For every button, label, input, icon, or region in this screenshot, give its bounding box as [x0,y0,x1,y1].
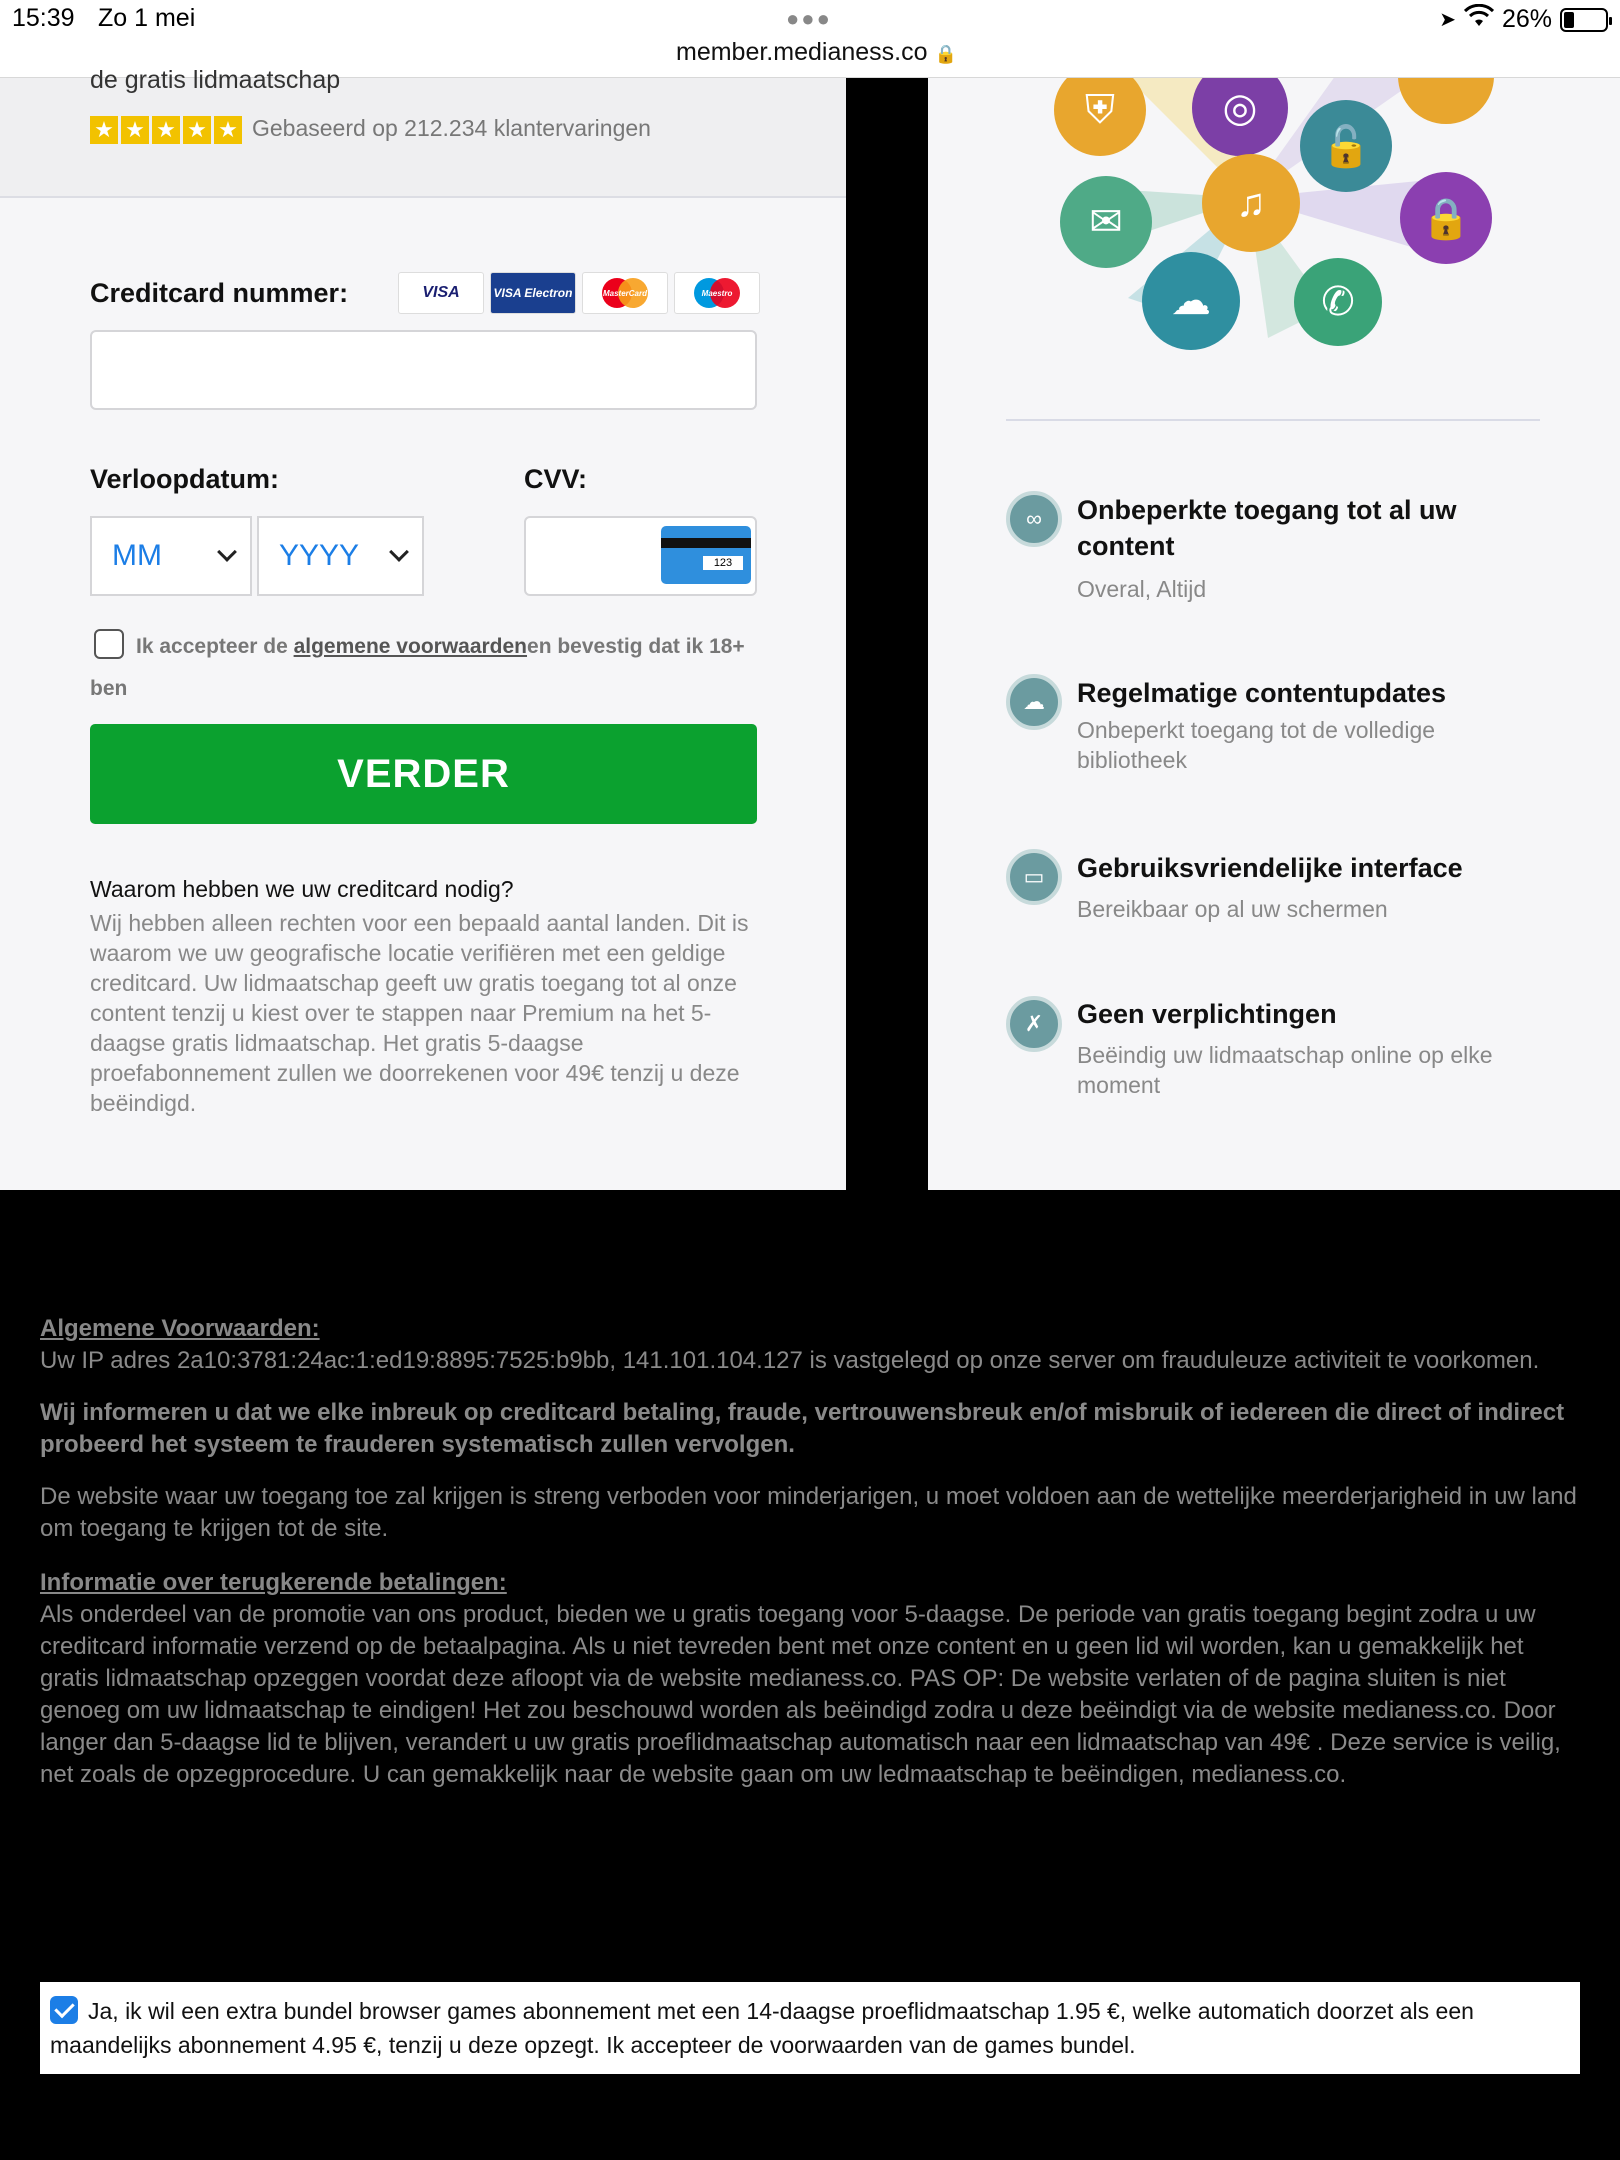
feature-item [1077,675,1547,775]
cloud-bubble-icon: ☁ [1142,252,1240,350]
star-icon: ★ [183,116,211,144]
battery-percent: 26% [1501,5,1552,33]
continue-button[interactable]: VERDER [90,724,757,824]
star-icon: ★ [121,116,149,144]
mail-bubble-icon: ✉ [1060,176,1152,268]
why-answer: Wij hebben alleen rechten voor een bepaald aantal landen. Dit is waarom we uw geografische locatie verifiëren met een geldige creditcard. Uw lidmaatschap geeft uw gratis toegang tot al onze content tenzij u kiest over te stappen naar Premium na het 5-daagse gratis lidmaatschap. Het gratis 5-daagse proefabonnement zullen we doorrekenen voor 49€ tenzij u deze beëindigd. [90,910,749,1116]
location-icon: ➤ [1439,9,1456,31]
star-icon: ★ [152,116,180,144]
expiry-month-select[interactable] [90,516,252,596]
shield-bubble-icon: ⛨ [1054,78,1146,156]
feature-item [1077,996,1547,1100]
feature-desc: Overal, Altijd [1077,576,1207,602]
visa-logo: VISA [398,272,484,314]
cc-number-input[interactable] [90,330,757,410]
divider [1006,419,1540,421]
offer-header [0,66,846,198]
terms-heading: Algemene Voorwaarden: [40,1315,320,1342]
address-bar[interactable] [676,38,957,67]
terms-fraud-paragraph: Wij informeren u dat we elke inbreuk op creditcard betaling, fraude, vertrouwensbreuk en/of misbruik of iedereen die direct of indirect probeerd het systeem te frauderen systematisch zullen vervolgen. [40,1399,1565,1458]
wifi-icon [1464,4,1494,35]
expiry-year-select[interactable] [257,516,424,596]
status-date: Zo 1 mei [98,4,196,32]
cvv-input[interactable] [524,516,757,596]
star-icon: ★ [90,116,118,144]
recurring-paragraph: Als onderdeel van de promotie van ons product, bieden we u gratis toegang voor 5-daagse. De periode van gratis toegang begint zodra u uw creditcard informatie verzend op de betaalpagina. Als u niet tevreden bent met onze content en u geen lid wil worden, kan u gemakkelijk het gratis lidmaatschap opzeggen voordat deze afloopt via de website medianess.co. PAS OP: De website verlaten of de pagina sluiten is niet genoeg om uw lidmaatschap te eindigen! Het zou beschouwd worden als beëindigd zodra u deze beëindigt via de website medianess.co. Door langer dan 5-daagse lid te blijven, verandert u uw gratis proeflidmaatschap automatisch naar een lidmaatschap van 49€ . Deze service is veilig, net zoals de opzegprocedure. U can gemakkelijk naar de website gaan om uw ledmaatschap te beëindigen, medianess.co. [40,1601,1561,1788]
feature-title: Gebruiksvriendelijke interface [1077,853,1463,883]
accept-terms-text: Ik accepteer de algemene voorwaardenen bevestig dat ik 18+ ben [90,635,745,700]
unlock-bubble-icon: 🔓 [1300,100,1392,192]
games-bundle-checkbox[interactable] [50,1996,78,2024]
status-right [1439,4,1608,35]
feature-desc: Beëindig uw lidmaatschap online op elke moment [1077,1042,1493,1098]
expiry-label: Verloopdatum: [90,464,280,494]
svg-text:MasterCard: MasterCard [602,289,648,298]
feature-item [1077,850,1547,924]
multitask-dots-icon[interactable]: ●●● [786,6,832,31]
feature-item [1077,492,1547,604]
month-value: MM [112,539,162,572]
feature-title: Regelmatige contentupdates [1077,678,1447,708]
visa-electron-logo: VISA Electron [490,272,576,314]
card-logos [398,272,760,314]
lock-icon: 🔒 [934,44,957,64]
status-time: 15:39 [12,4,75,32]
features-illustration [928,78,1620,398]
games-bundle-box [40,1982,1580,2074]
maestro-logo [674,272,760,314]
chevron-down-icon [389,542,409,562]
feature-title: Onbeperkte toegang tot al uw content [1077,495,1457,561]
cvv-label: CVV: [524,464,588,494]
battery-icon [1560,8,1608,32]
feature-title: Geen verplichtingen [1077,999,1337,1029]
mastercard-logo [582,272,668,314]
music-bubble-icon: ♫ [1202,154,1300,252]
lock-bubble-icon: 🔒 [1400,172,1492,264]
games-bundle-text: Ja, ik wil een extra bundel browser games abonnement met een 14-daagse proeflidmaatschap 1.95 €, welke automatich doorzet als een maandelijks abonnement 4.95 €, tenzij u deze opzegt. Ik accepteer de voorwaarden van de games bundel. [50,1998,1474,2058]
cc-label: Creditcard nummer: [90,278,349,308]
cvv-card-icon [661,526,751,584]
svg-text:Maestro: Maestro [701,289,733,298]
offer-subtitle: de gratis lidmaatschap [90,66,341,94]
star-icon: ★ [214,116,242,144]
chevron-down-icon [217,542,237,562]
terms-link[interactable]: algemene voorwaarden [293,635,528,658]
terms-section [40,1313,1580,1791]
feature-desc: Onbeperkt toegang tot de volledige bibliotheek [1077,717,1436,773]
url-text: member.medianess.co [676,38,928,66]
devices-icon: ▭ [1006,849,1062,905]
phone-bubble-icon: ✆ [1294,258,1382,346]
globe-bubble-icon: ◎ [1192,78,1288,156]
reviews-count: Gebaseerd op 212.234 klantervaringen [252,115,651,141]
rating-stars [90,116,242,144]
year-value: YYYY [279,539,360,572]
cancel-document-icon: ✗ [1006,996,1062,1052]
feature-desc: Bereikbaar op al uw schermen [1077,896,1388,922]
infinity-icon: ∞ [1006,491,1062,547]
cloud-sync-icon: ☁ [1006,674,1062,730]
recurring-heading: Informatie over terugkerende betalingen: [40,1569,507,1596]
why-question: Waarom hebben we uw creditcard nodig? [90,876,514,902]
terms-ip-paragraph: Uw IP adres 2a10:3781:24ac:1:ed19:8895:7525:b9bb, 141.101.104.127 is vastgelegd op onze server om frauduleuze activiteit te voorkomen. [40,1347,1540,1374]
terms-minors-paragraph: De website waar uw toegang toe zal krijgen is streng verboden voor minderjarigen, u moet voldoen aan de wettelijke meerderjarigheid in uw land om toegang te krijgen tot de site. [40,1483,1577,1542]
